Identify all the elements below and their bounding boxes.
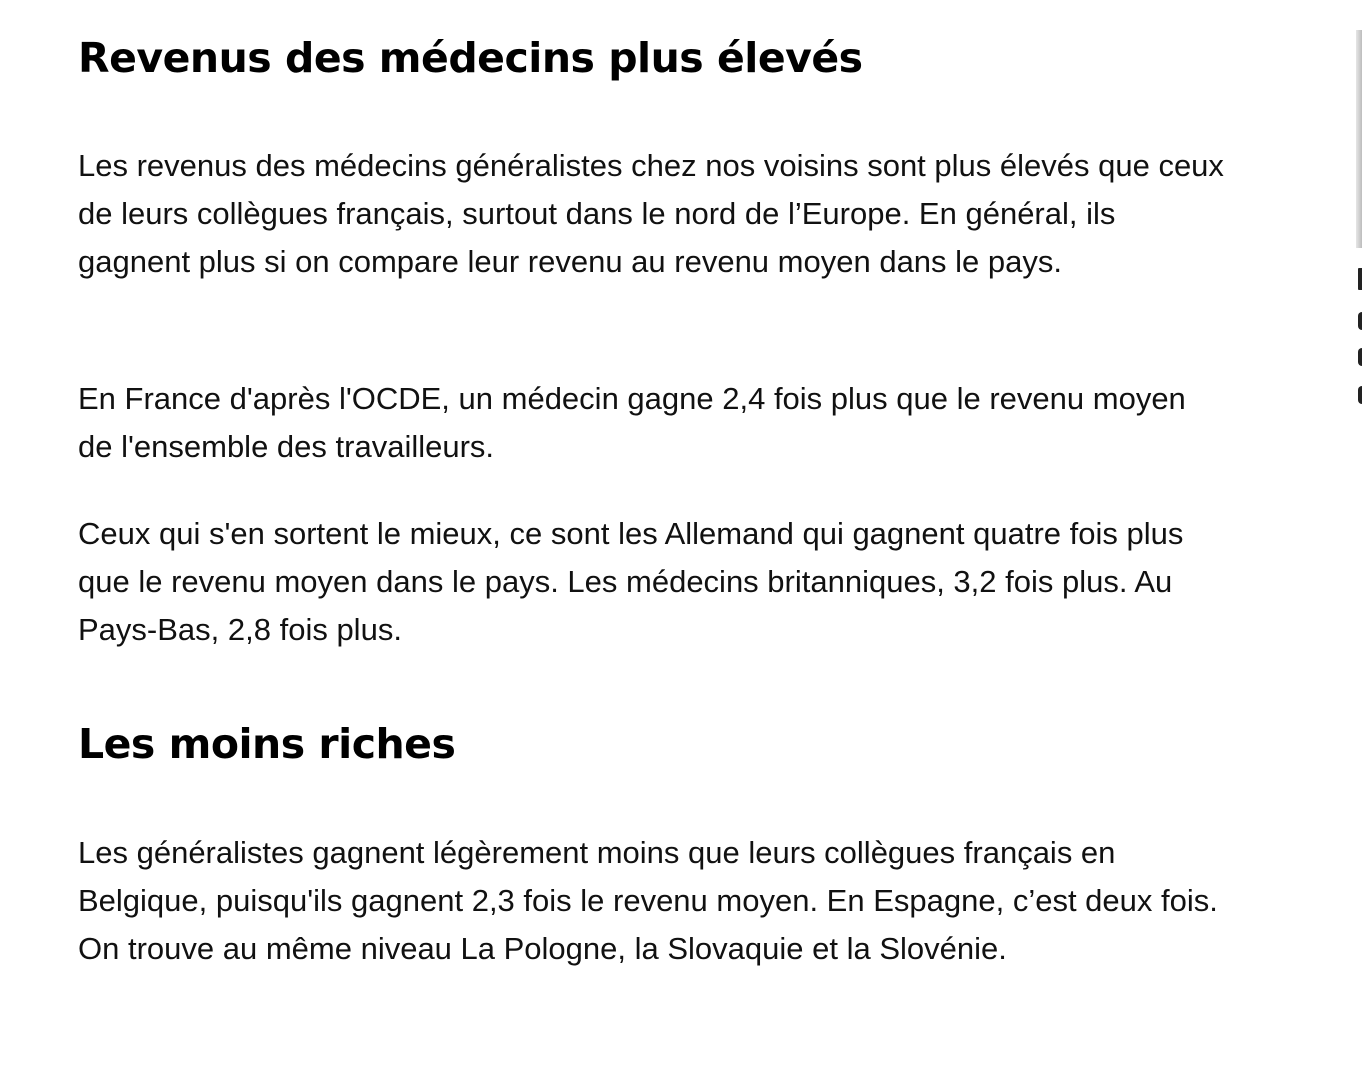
sidebar-image xyxy=(1356,30,1362,248)
sidebar-clipped xyxy=(1356,0,1362,420)
sidebar-text-fragment xyxy=(1358,312,1362,330)
paragraph-france: En France d'après l'OCDE, un médecin gagne 2,4 fois plus que le revenu moyen de l'ensemble des travailleurs. xyxy=(78,381,1186,464)
section-heading-least-rich: Les moins riches xyxy=(78,720,456,768)
sidebar-text-fragment xyxy=(1358,268,1362,290)
paragraph-intro: Les revenus des médecins généralistes chez nos voisins sont plus élevés que ceux de leurs collègues français, surtout dans le nord de l’Europe. En général, ils gagnent plus si on compare leur revenu au revenu moyen dans le pays. xyxy=(78,148,1224,279)
section-heading-higher-income: Revenus des médecins plus élevés xyxy=(78,34,863,82)
paragraph-least-rich: Les généralistes gagnent légèrement moins que leurs collègues français en Belgique, puisqu'ils gagnent 2,3 fois le revenu moyen. En Espagne, c’est deux fois. On trouve au même niveau La Pologne, la Slovaquie et la Slovénie. xyxy=(78,835,1218,966)
sidebar-text-fragment xyxy=(1358,348,1362,366)
paragraph-best-paid: Ceux qui s'en sortent le mieux, ce sont les Allemand qui gagnent quatre fois plus que le revenu moyen dans le pays. Les médecins britanniques, 3,2 fois plus. Au Pays-Bas, 2,8 fois plus. xyxy=(78,516,1184,647)
sidebar-text-fragment xyxy=(1358,386,1362,404)
